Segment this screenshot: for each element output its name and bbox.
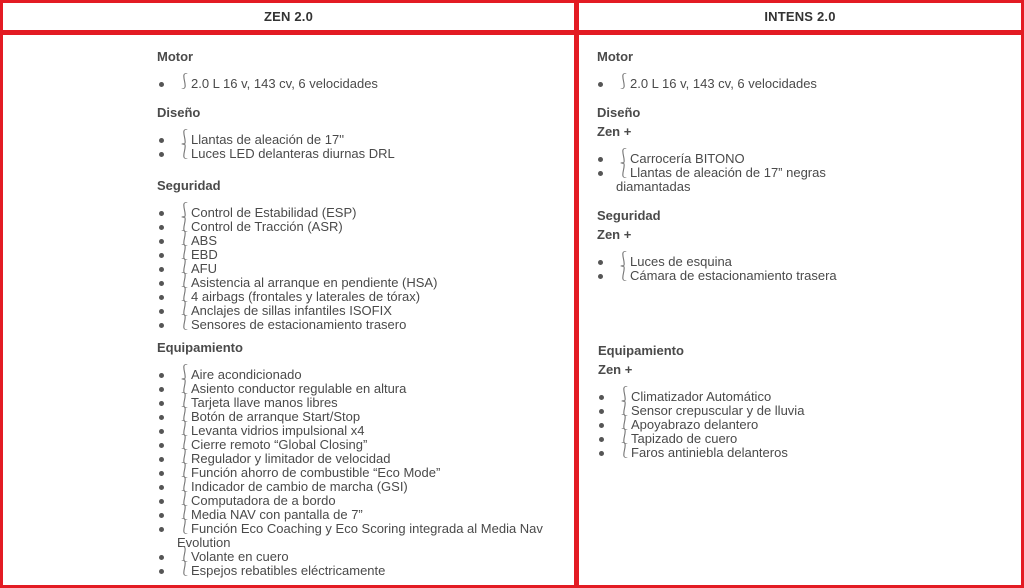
bullet-icon bbox=[159, 295, 164, 300]
brace-icon: ⎱ bbox=[617, 413, 633, 431]
bullet-icon bbox=[598, 82, 603, 87]
brace-icon: ⎱ bbox=[177, 299, 193, 317]
bullet-icon bbox=[159, 499, 164, 504]
brace-icon: ⎱ bbox=[617, 441, 633, 459]
brace-icon: ⎱ bbox=[177, 433, 193, 451]
brace-icon: ⎰ bbox=[616, 72, 632, 90]
bullet-icon bbox=[159, 485, 164, 490]
brace-icon: ⎱ bbox=[177, 271, 193, 289]
brace-icon: ⎱ bbox=[177, 243, 193, 261]
bullet-icon bbox=[159, 569, 164, 574]
brace-icon: ⎱ bbox=[177, 503, 193, 521]
brace-icon: ⎱ bbox=[177, 461, 193, 479]
section-title-motor: Motor bbox=[157, 49, 194, 64]
bullet-icon bbox=[159, 138, 164, 143]
section-subtitle: Zen + bbox=[597, 227, 632, 242]
brace-icon: ⎱ bbox=[177, 313, 193, 331]
bullet-icon bbox=[159, 267, 164, 272]
bullet-icon bbox=[159, 225, 164, 230]
brace-icon: ⎰ bbox=[177, 363, 193, 381]
brace-icon: ⎱ bbox=[616, 264, 632, 282]
brace-icon: ⎱ bbox=[177, 285, 193, 303]
bullet-icon bbox=[159, 281, 164, 286]
bullet-icon bbox=[159, 323, 164, 328]
section-title-equipamiento: Equipamiento bbox=[157, 340, 243, 355]
brace-icon: ⎱ bbox=[177, 419, 193, 437]
brace-icon: ⎱ bbox=[177, 377, 193, 395]
comparison-table: ZEN 2.0 INTENS 2.0 Motor ⎰ 2.0 L 16 v, 143 cv, 6 velocidades Diseño ⎰ Llantas de aleación de 17'' ⎱ Luces LED delanteras diurnas DRL Seguridad ⎰ Control de Estabilidad (ESP) ⎱ Control de Tracción (ASR) ⎱ ABS ⎱ EBD ⎱ AFU ⎱ Asistencia al arranque en pendiente (HSA) ⎱ 4 airbags (frontales y laterales de tórax) ⎱ Anclajes de sillas infantiles ISOFIX ⎱ Sensores de estacionamiento trasero Equipamiento ⎰ Aire acondicionado ⎱ Asiento conductor regulable en altura ⎱ Tarjeta llave manos libres ⎱ Botón de arranque Start/Stop ⎱ Levanta vidrios impulsional x4 ⎱ Cierre remoto “Global Closing” ⎱ Regulador y limitador de velocidad ⎱ Función ahorro de combustible “Eco Mode” ⎱ Indicador de cambio de marcha (GSI) ⎱ Computadora de a bordo ⎱ Media NAV con pantalla de 7” ⎱ Función Eco Coaching y Eco Scoring integrada al Media Nav Evolution ⎱ Volante en cuero ⎱ Espejos rebatibles eléctricamente Motor ⎰ 2.0 L 16 v, 143 cv, 6 velocidades Diseño Zen + ⎰ Carrocería BITONO ⎱ Llantas de aleación de 17” negras diamantadas Seguridad Zen + ⎰ Luces de esquina ⎱ Cámara de estacionamiento trasera Equipamiento Zen + ⎰ Climatizador Automático ⎱ Sensor crepuscular y de lluvia ⎱ Apoyabrazo delantero ⎱ Tapizado de cuero ⎱ Faros antiniebla delanteros bbox=[0, 0, 1024, 588]
bullet-icon bbox=[598, 171, 603, 176]
bullet-icon bbox=[159, 415, 164, 420]
bullet-icon bbox=[159, 152, 164, 157]
bullet-icon bbox=[599, 437, 604, 442]
bullet-icon bbox=[159, 457, 164, 462]
bullet-icon bbox=[159, 527, 164, 532]
bullet-icon bbox=[159, 373, 164, 378]
section-title-seguridad: Seguridad bbox=[597, 208, 661, 223]
bullet-icon bbox=[159, 513, 164, 518]
brace-icon: ⎱ bbox=[617, 427, 633, 445]
bullet-icon bbox=[159, 211, 164, 216]
column-header-zen: ZEN 2.0 bbox=[263, 9, 314, 24]
brace-icon: ⎱ bbox=[617, 399, 633, 417]
bullet-icon bbox=[159, 443, 164, 448]
bullet-icon bbox=[599, 395, 604, 400]
bullet-icon bbox=[159, 387, 164, 392]
brace-icon: ⎱ bbox=[177, 257, 193, 275]
brace-icon: ⎰ bbox=[616, 250, 632, 268]
column-header-intens: INTENS 2.0 bbox=[764, 9, 836, 24]
header-divider bbox=[0, 30, 1024, 35]
bullet-icon bbox=[159, 555, 164, 560]
section-subtitle: Zen + bbox=[597, 124, 632, 139]
section-title-diseno: Diseño bbox=[597, 105, 641, 120]
brace-icon: ⎱ bbox=[177, 229, 193, 247]
column-divider bbox=[574, 0, 579, 588]
bullet-icon bbox=[599, 423, 604, 428]
section-title-seguridad: Seguridad bbox=[157, 178, 221, 193]
bullet-icon bbox=[159, 253, 164, 258]
bullet-icon bbox=[599, 451, 604, 456]
bullet-icon bbox=[598, 274, 603, 279]
brace-icon: ⎱ bbox=[177, 517, 193, 535]
brace-icon: ⎰ bbox=[177, 72, 193, 90]
brace-icon: ⎱ bbox=[177, 215, 193, 233]
brace-icon: ⎰ bbox=[617, 385, 633, 403]
brace-icon: ⎰ bbox=[616, 147, 632, 165]
brace-icon: ⎱ bbox=[177, 475, 193, 493]
brace-icon: ⎱ bbox=[616, 161, 632, 179]
section-subtitle: Zen + bbox=[598, 362, 633, 377]
section-title-motor: Motor bbox=[597, 49, 634, 64]
section-title-diseno: Diseño bbox=[157, 105, 201, 120]
bullet-icon bbox=[159, 401, 164, 406]
bullet-icon bbox=[159, 429, 164, 434]
bullet-icon bbox=[159, 239, 164, 244]
section-title-equipamiento: Equipamiento bbox=[598, 343, 684, 358]
bullet-icon bbox=[159, 309, 164, 314]
brace-icon: ⎱ bbox=[177, 142, 193, 160]
brace-icon: ⎰ bbox=[177, 128, 193, 146]
bullet-icon bbox=[598, 260, 603, 265]
bullet-icon bbox=[159, 471, 164, 476]
brace-icon: ⎱ bbox=[177, 405, 193, 423]
brace-icon: ⎱ bbox=[177, 447, 193, 465]
brace-icon: ⎱ bbox=[177, 545, 193, 563]
brace-icon: ⎱ bbox=[177, 391, 193, 409]
bullet-icon bbox=[599, 409, 604, 414]
brace-icon: ⎱ bbox=[177, 489, 193, 507]
bullet-icon bbox=[159, 82, 164, 87]
bullet-icon bbox=[598, 157, 603, 162]
brace-icon: ⎰ bbox=[177, 201, 193, 219]
brace-icon: ⎱ bbox=[177, 559, 193, 577]
table-border-left bbox=[0, 0, 3, 588]
